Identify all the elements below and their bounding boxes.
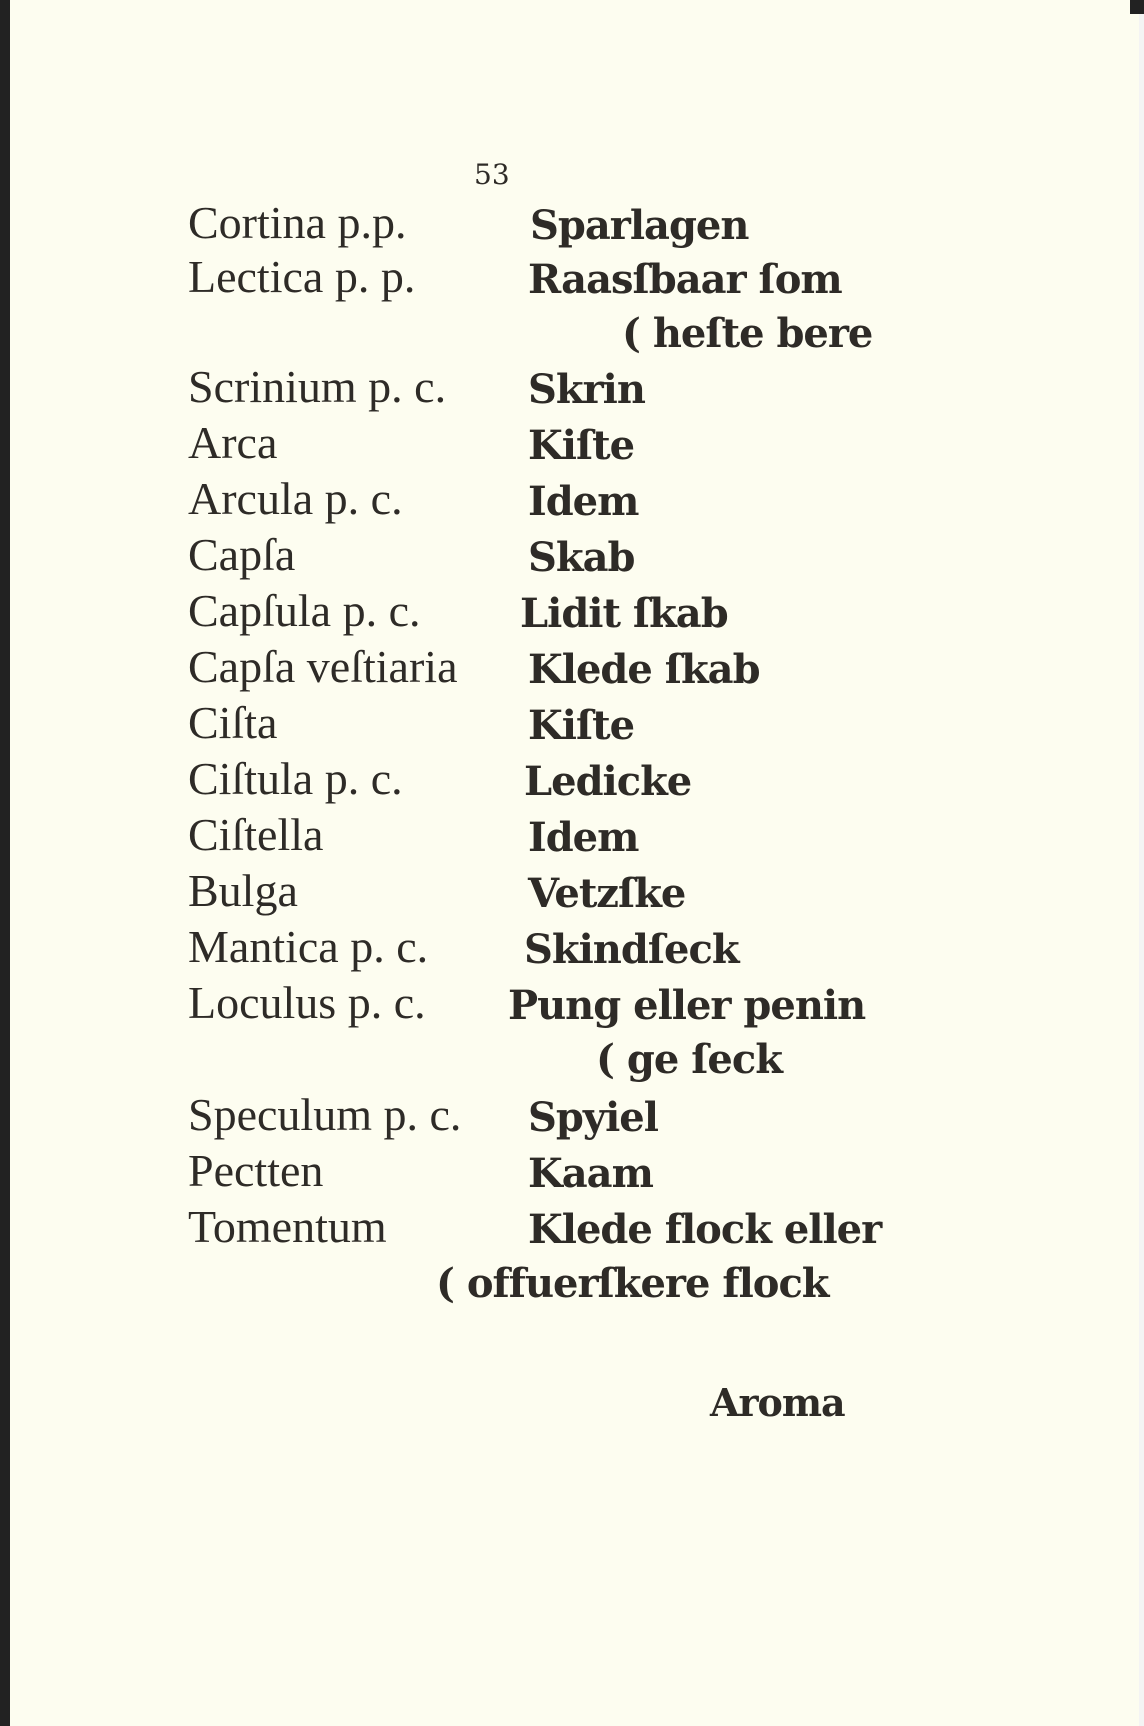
scan-border-right — [1139, 0, 1144, 1726]
danish-gloss: Sparlagen — [530, 202, 749, 249]
danish-gloss: Idem — [528, 478, 639, 525]
latin-term: Ciſtula p. c. — [188, 753, 403, 804]
latin-term: Ciſtella — [188, 809, 324, 860]
latin-term: Cortina p.p. — [188, 197, 407, 248]
danish-gloss: Spyiel — [528, 1094, 658, 1141]
danish-gloss: Vetzſke — [528, 870, 686, 917]
latin-term: Speculum p. c. — [188, 1089, 462, 1140]
danish-gloss: Lidit ſkab — [520, 590, 728, 637]
gloss-continuation: ( offuerſkere flock — [436, 1260, 829, 1307]
latin-term: Ciſta — [188, 697, 278, 748]
danish-gloss: Klede ſkab — [528, 646, 760, 693]
danish-gloss: Skab — [528, 534, 635, 581]
latin-term: Pectten — [188, 1145, 324, 1196]
danish-gloss: Raasſbaar ſom — [528, 256, 842, 303]
latin-term: Loculus p. c. — [188, 977, 426, 1028]
danish-gloss: Kiſte — [528, 422, 635, 469]
danish-gloss: Idem — [528, 814, 639, 861]
latin-term: Lectica p. p. — [188, 251, 416, 302]
latin-term: Capſa — [188, 529, 296, 580]
latin-term: Tomentum — [188, 1201, 387, 1252]
latin-term: Mantica p. c. — [188, 921, 429, 972]
gloss-continuation: ( ge ſeck — [596, 1036, 782, 1083]
scan-corner-mark — [1130, 0, 1144, 14]
danish-gloss: Pung eller penin — [508, 982, 866, 1029]
catchword: Aroma — [710, 1380, 845, 1425]
latin-term: Scrinium p. c. — [188, 361, 447, 412]
gloss-continuation: ( heſte bere — [622, 310, 873, 357]
latin-term: Bulga — [188, 865, 298, 916]
latin-term: Capſa veſtiaria — [188, 641, 458, 692]
latin-term: Capſula p. c. — [188, 585, 421, 636]
scan-border-left — [0, 0, 10, 1726]
danish-gloss: Klede flock eller — [528, 1206, 882, 1253]
danish-gloss: Kaam — [528, 1150, 653, 1197]
danish-gloss: Skrin — [528, 366, 645, 413]
latin-term: Arca — [188, 417, 278, 468]
danish-gloss: Skindſeck — [524, 926, 739, 973]
latin-term: Arcula p. c. — [188, 473, 403, 524]
page-number: 53 — [474, 158, 510, 191]
danish-gloss: Kiſte — [528, 702, 635, 749]
danish-gloss: Ledicke — [524, 758, 692, 805]
